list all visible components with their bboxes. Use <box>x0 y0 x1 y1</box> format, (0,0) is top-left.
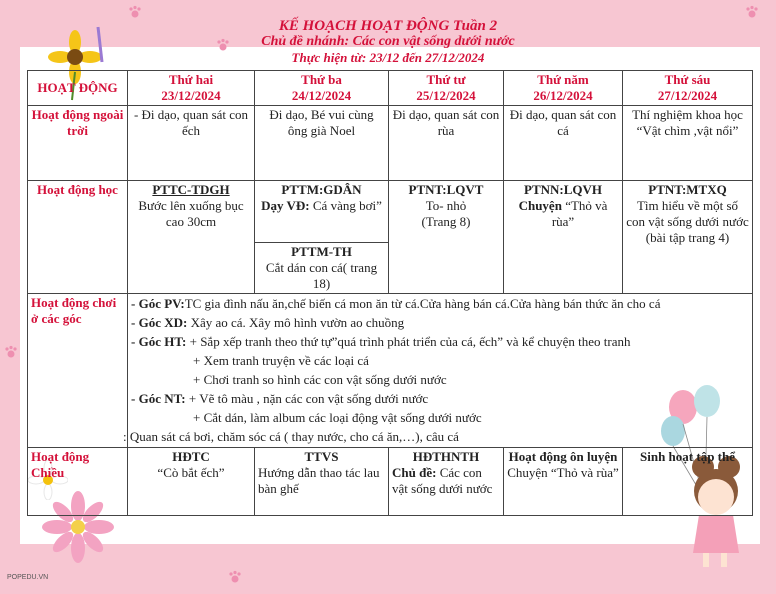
paw-icon <box>128 5 142 19</box>
learning-tue-art: PTTM-TH Cắt dán con cá( trang 18) <box>255 243 389 294</box>
outdoor-row <box>28 106 753 181</box>
row-label-learning: Hoạt động học <box>28 181 128 294</box>
document-header <box>0 18 776 66</box>
day-header-tue: Thứ ba 24/12/2024 <box>255 71 389 106</box>
row-label-outdoor: Hoạt động ngoài trời <box>28 106 128 181</box>
outdoor-wed: Đi dạo, quan sát con rùa <box>389 106 504 181</box>
afternoon-fri: Sinh hoạt tập thể <box>623 448 753 516</box>
outdoor-tue: Đi dạo, Bé vui cùng ông già Noel <box>255 106 389 181</box>
weekly-plan-table <box>27 70 753 516</box>
plan-title: KẾ HOẠCH HOẠT ĐỘNG Tuần 2 <box>278 18 498 34</box>
day-header-fri: Thứ sáu 27/12/2024 <box>623 71 753 106</box>
plan-subtitle: Chủ đề nhánh: Các con vật sống dưới nước <box>261 34 515 49</box>
row-label-corners: Hoạt động chơi ở các góc <box>28 294 128 448</box>
learning-wed: PTNT:LQVT To- nhỏ (Trang 8) <box>389 181 504 294</box>
learning-row <box>28 181 753 243</box>
table-header-row <box>28 71 753 106</box>
afternoon-tue: TTVS Hướng dẫn thao tác lau bàn ghế <box>255 448 389 516</box>
learning-tue-music: PTTM:GDÂN Dạy VĐ: Cá vàng bơi” <box>255 181 389 243</box>
afternoon-mon: HĐTC “Cò bắt ếch” <box>128 448 255 516</box>
row-label-afternoon: Hoạt động Chiều <box>28 448 128 516</box>
day-header-mon: Thứ hai 23/12/2024 <box>128 71 255 106</box>
learning-fri: PTNT:MTXQ Tìm hiểu về một số con vật sống dưới nước (bài tập trang 4) <box>623 181 753 294</box>
corners-content: - Góc PV:TC gia đình nấu ăn,chế biến cá mon ăn từ cá.Cửa hàng bán cá.Cửa hàng bán thức ăn cho cá - Góc XD: Xây ao cá. Xây mô hình vườn ao chuồng - Góc HT: + Sắp xếp tranh theo thứ tự”quá trình phát triển của cá, ếch” và kể chuyện theo tranh + Xem tranh truyện về các loại cá + Chơi tranh so hình các con vật sống dưới nước - Góc NT: + Vẽ tô màu , nặn các con vật sống dưới nước + Cắt dán, làm album các loại động vật sống dưới nước : Quan sát cá bơi, chăm sóc cá ( thay nước, cho cá ăn,…), câu cá <box>128 294 753 448</box>
corners-row <box>28 294 753 448</box>
afternoon-thu: Hoạt động ôn luyện Chuyện “Thỏ và rùa” <box>504 448 623 516</box>
outdoor-thu: Đi dạo, quan sát con cá <box>504 106 623 181</box>
learning-mon: PTTC-TDGH Bước lên xuống bục cao 30cm <box>128 181 255 294</box>
paw-icon <box>228 570 242 584</box>
outdoor-fri: Thí nghiệm khoa học “Vật chìm ,vật nổi” <box>623 106 753 181</box>
afternoon-wed: HĐTHNTH Chủ đề: Các con vật sống dưới nước <box>389 448 504 516</box>
corner-header: HOẠT ĐỘNG <box>28 71 128 106</box>
outdoor-mon: - Đi dạo, quan sát con ếch <box>128 106 255 181</box>
plan-dates: Thực hiện từ: 23/12 đến 27/12/2024 <box>291 50 485 65</box>
paw-icon <box>745 5 759 19</box>
paw-icon <box>4 345 18 359</box>
footer-watermark: POPEDU.VN <box>7 574 49 581</box>
day-header-wed: Thứ tư 25/12/2024 <box>389 71 504 106</box>
day-header-thu: Thứ năm 26/12/2024 <box>504 71 623 106</box>
afternoon-row <box>28 448 753 516</box>
learning-thu: PTNN:LQVH Chuyện “Thỏ và rùa” <box>504 181 623 294</box>
